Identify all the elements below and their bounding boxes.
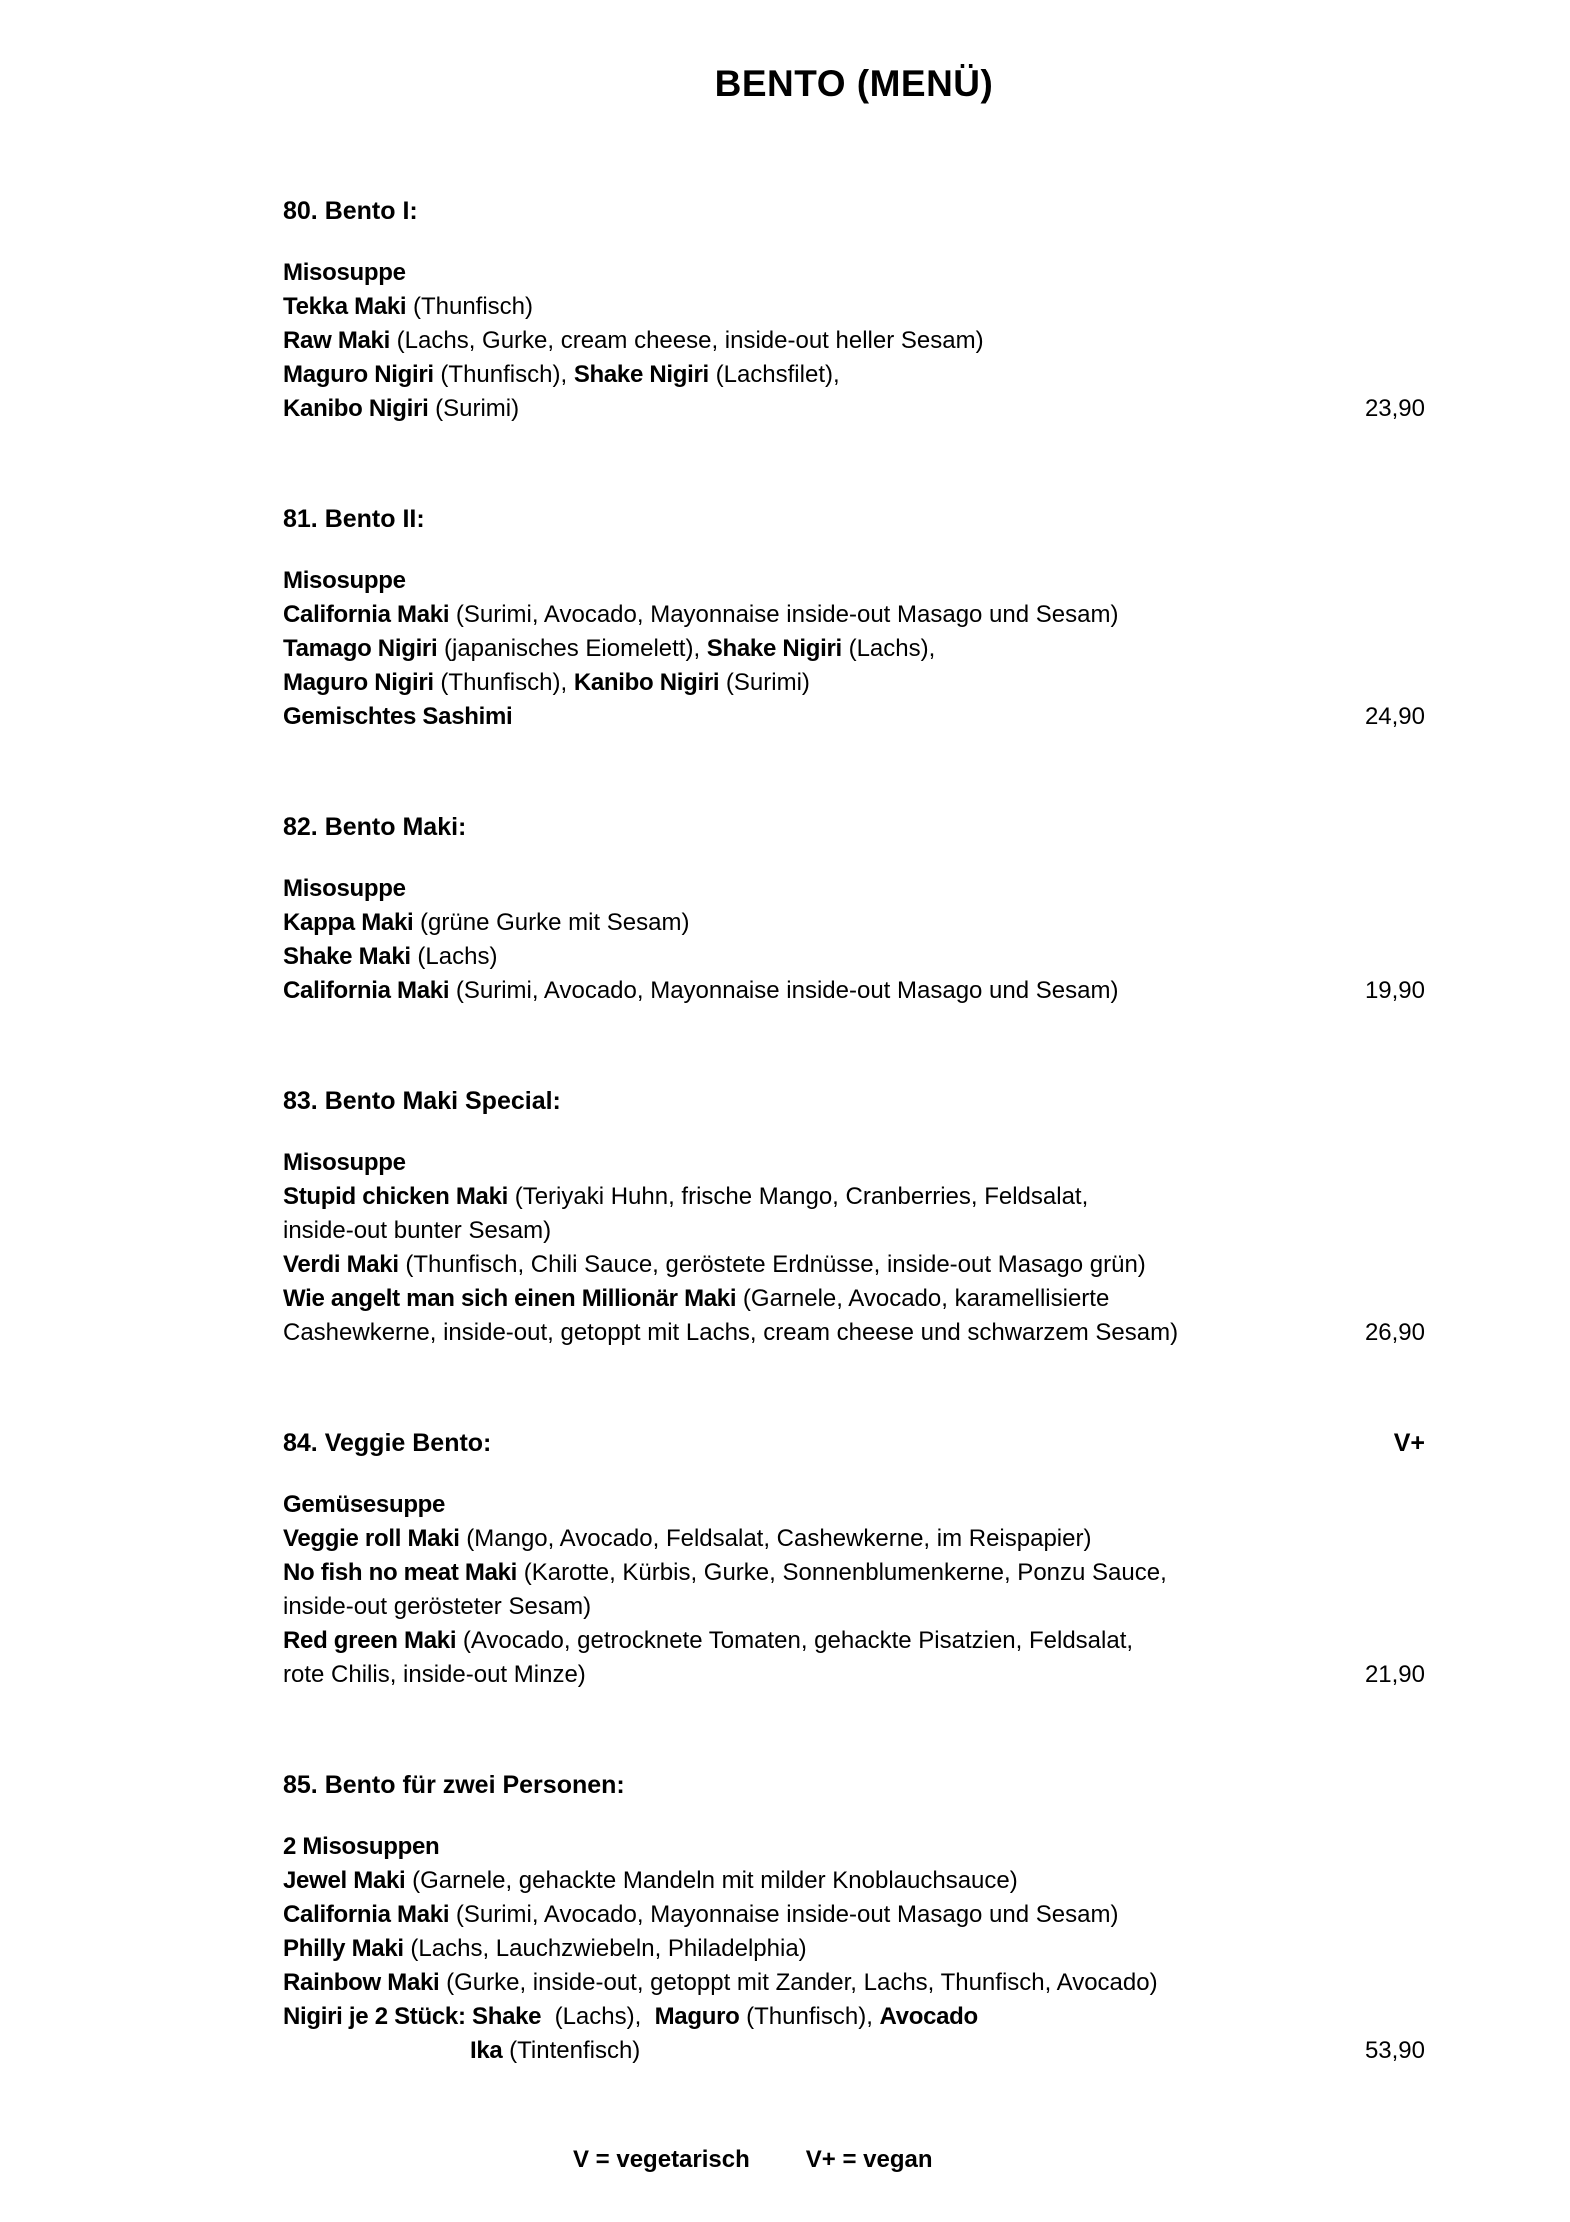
dish-name: Shake Maki [283, 943, 411, 970]
section-header [283, 1768, 1425, 1802]
line-text [283, 974, 1349, 1008]
menu-section [283, 1084, 1425, 1350]
menu-line [283, 872, 1425, 906]
menu-line [283, 324, 1425, 358]
menu-line [283, 1316, 1425, 1350]
dish-description: rote Chilis, inside-out Minze) [283, 1661, 586, 1688]
dish-description: (Garnele, gehackte Mandeln mit milder Knoblauchsauce) [405, 1867, 1018, 1894]
dish-name: Ika [470, 2037, 503, 2064]
dish-name: California Maki [283, 1901, 450, 1928]
dish-name: Misosuppe [283, 1149, 406, 1176]
menu-line [283, 290, 1425, 324]
dish-name: Maguro Nigiri [283, 361, 434, 388]
menu-line [283, 1488, 1425, 1522]
dish-name: Tamago Nigiri [283, 635, 438, 662]
dish-name: Wie angelt man sich einen Millionär Maki [283, 1285, 737, 1312]
dish-name: Veggie roll Maki [283, 1525, 460, 1552]
dish-name: Shake Nigiri [573, 361, 709, 388]
dish-description: (Avocado, getrocknete Tomaten, gehackte Pisatzien, Feldsalat, [456, 1627, 1134, 1654]
dish-description: (Lachs, Lauchzwiebeln, Philadelphia) [403, 1935, 807, 1962]
menu-line [283, 256, 1425, 290]
vegan-badge: V+ [1393, 1429, 1425, 1457]
item-price: 19,90 [1364, 977, 1425, 1004]
menu-line [283, 974, 1425, 1008]
line-text [283, 700, 1349, 734]
menu-line [283, 2000, 1425, 2034]
dish-description: (Lachs) [410, 943, 498, 970]
line-text [283, 564, 1425, 598]
dish-name: Maguro Nigiri [283, 669, 434, 696]
menu-line [283, 392, 1425, 426]
dish-name: 2 Misosuppen [283, 1833, 440, 1860]
line-text [283, 940, 1425, 974]
dish-name: Jewel Maki [283, 1867, 406, 1894]
item-price: 24,90 [1364, 703, 1425, 730]
line-text [283, 1316, 1349, 1350]
menu-line [283, 1180, 1425, 1214]
section-title: 84. Veggie Bento: [283, 1429, 492, 1457]
dish-name: Kappa Maki [283, 909, 414, 936]
dish-name: Philly Maki [283, 1935, 404, 1962]
section-header [283, 1426, 1425, 1460]
line-text [283, 598, 1425, 632]
section-title: 80. Bento I: [283, 197, 418, 225]
dish-description: (Lachsfilet), [708, 361, 840, 388]
dish-description: (Garnele, Avocado, karamellisierte [736, 1285, 1110, 1312]
dish-description: (Thunfisch), [739, 2003, 880, 2030]
menu-section [283, 194, 1425, 426]
menu-line [283, 1146, 1425, 1180]
dish-name: Tekka Maki [283, 293, 407, 320]
menu-section [283, 502, 1425, 734]
menu-line [283, 1624, 1425, 1658]
menu-line [283, 1932, 1425, 1966]
menu-line [283, 598, 1425, 632]
dish-description: (Thunfisch) [406, 293, 533, 320]
line-text [283, 1658, 1349, 1692]
menu-section [283, 1768, 1425, 2068]
dish-name: Stupid chicken Maki [283, 1183, 509, 1210]
dish-description: (Lachs), [841, 635, 936, 662]
item-price: 53,90 [1364, 2037, 1425, 2064]
menu-line [283, 1214, 1425, 1248]
dish-name: Kanibo Nigiri [573, 669, 720, 696]
menu-section [283, 810, 1425, 1008]
menu-line [283, 1590, 1425, 1624]
line-text [283, 2000, 1425, 2034]
dish-description: (Surimi, Avocado, Mayonnaise inside-out Masago und Sesam) [449, 601, 1119, 628]
line-text [283, 1590, 1425, 1624]
dish-name: No fish no meat Maki [283, 1559, 518, 1586]
dish-name: Avocado [879, 2003, 978, 2030]
menu-line [283, 700, 1425, 734]
menu-line [283, 1248, 1425, 1282]
line-text [283, 872, 1425, 906]
dish-description: (Karotte, Kürbis, Gurke, Sonnenblumenkerne, Ponzu Sauce, [517, 1559, 1167, 1586]
menu-line [283, 1898, 1425, 1932]
legend-vegetarian: V = vegetarisch [573, 2146, 750, 2173]
menu-line [283, 1556, 1425, 1590]
dish-description: (Teriyaki Huhn, frische Mango, Cranberries, Feldsalat, [508, 1183, 1089, 1210]
dish-name: Rainbow Maki [283, 1969, 440, 1996]
section-header [283, 810, 1425, 844]
dish-description: (Gurke, inside-out, getoppt mit Zander, Lachs, Thunfisch, Avocado) [439, 1969, 1158, 1996]
line-text [283, 632, 1425, 666]
line-text [283, 906, 1425, 940]
dish-name: Misosuppe [283, 567, 406, 594]
line-text [283, 666, 1425, 700]
line-text [283, 1522, 1425, 1556]
line-text [283, 1488, 1425, 1522]
menu-line [283, 358, 1425, 392]
line-text [283, 1898, 1425, 1932]
dish-name: Nigiri je 2 Stück: Shake [283, 2003, 542, 2030]
dish-name: Raw Maki [283, 327, 390, 354]
section-title: 82. Bento Maki: [283, 813, 467, 841]
menu-line [283, 666, 1425, 700]
legend-vegan: V+ = vegan [805, 2146, 933, 2173]
dish-description: inside-out gerösteter Sesam) [283, 1593, 592, 1620]
dish-description: (Surimi) [428, 395, 520, 422]
dish-name: Verdi Maki [283, 1251, 399, 1278]
line-text [283, 1966, 1425, 2000]
section-header [283, 194, 1425, 228]
line-text [283, 1180, 1425, 1214]
page-title: BENTO (MENÜ) [714, 63, 994, 104]
menu-line [283, 1864, 1425, 1898]
dish-description: (grüne Gurke mit Sesam) [413, 909, 690, 936]
dish-name: California Maki [283, 601, 450, 628]
dish-description: (Thunfisch), [433, 361, 574, 388]
item-price: 26,90 [1364, 1319, 1425, 1346]
section-title: 85. Bento für zwei Personen: [283, 1771, 625, 1799]
line-text [283, 358, 1425, 392]
dish-description: (Surimi) [719, 669, 810, 696]
line-text [283, 290, 1425, 324]
dish-name: Red green Maki [283, 1627, 457, 1654]
dish-description: (Surimi, Avocado, Mayonnaise inside-out Masago und Sesam) [449, 1901, 1119, 1928]
item-price: 23,90 [1364, 395, 1425, 422]
line-text [283, 1248, 1425, 1282]
dish-description: (japanisches Eiomelett), [437, 635, 707, 662]
dish-description: (Lachs), [541, 2003, 655, 2030]
menu-sections [283, 194, 1425, 2068]
menu-line [283, 1830, 1425, 1864]
line-text [283, 392, 1349, 426]
menu-line [283, 1966, 1425, 2000]
menu-section [283, 1426, 1425, 1692]
dish-name: Maguro [654, 2003, 740, 2030]
menu-line [283, 564, 1425, 598]
line-text [283, 1146, 1425, 1180]
line-text [283, 256, 1425, 290]
dish-name: Misosuppe [283, 875, 406, 902]
line-text [283, 1214, 1425, 1248]
line-text [283, 2034, 1349, 2068]
dish-description: Cashewkerne, inside-out, getoppt mit Lachs, cream cheese und schwarzem Sesam) [283, 1319, 1179, 1346]
menu-line [283, 940, 1425, 974]
line-text [283, 324, 1425, 358]
menu-line [283, 1658, 1425, 1692]
dish-name: Kanibo Nigiri [283, 395, 429, 422]
dish-description: (Mango, Avocado, Feldsalat, Cashewkerne, im Reispapier) [459, 1525, 1092, 1552]
line-text [283, 1624, 1425, 1658]
dish-description: (Tintenfisch) [502, 2037, 641, 2064]
line-text [283, 1282, 1425, 1316]
section-title: 81. Bento II: [283, 505, 425, 533]
line-text [283, 1830, 1425, 1864]
dish-description: (Thunfisch), [433, 669, 574, 696]
menu-line [283, 632, 1425, 666]
dish-name: Gemischtes Sashimi [283, 703, 513, 730]
section-header [283, 502, 1425, 536]
dish-description: (Lachs, Gurke, cream cheese, inside-out heller Sesam) [389, 327, 984, 354]
dish-description: inside-out bunter Sesam) [283, 1217, 552, 1244]
menu-line [283, 1522, 1425, 1556]
menu-line [283, 1282, 1425, 1316]
dish-name: Shake Nigiri [706, 635, 842, 662]
line-text [283, 1556, 1425, 1590]
item-price: 21,90 [1364, 1661, 1425, 1688]
menu-line [283, 906, 1425, 940]
dish-description: (Thunfisch, Chili Sauce, geröstete Erdnüsse, inside-out Masago grün) [398, 1251, 1146, 1278]
dish-description: (Surimi, Avocado, Mayonnaise inside-out Masago und Sesam) [449, 977, 1119, 1004]
section-header [283, 1084, 1425, 1118]
dish-name: Misosuppe [283, 259, 406, 286]
section-title: 83. Bento Maki Special: [283, 1087, 561, 1115]
dish-name: California Maki [283, 977, 450, 1004]
line-text [283, 1864, 1425, 1898]
dish-name: Gemüsesuppe [283, 1491, 446, 1518]
menu-line [283, 2034, 1425, 2068]
line-text [283, 1932, 1425, 1966]
legend-footer [573, 2143, 1425, 2177]
